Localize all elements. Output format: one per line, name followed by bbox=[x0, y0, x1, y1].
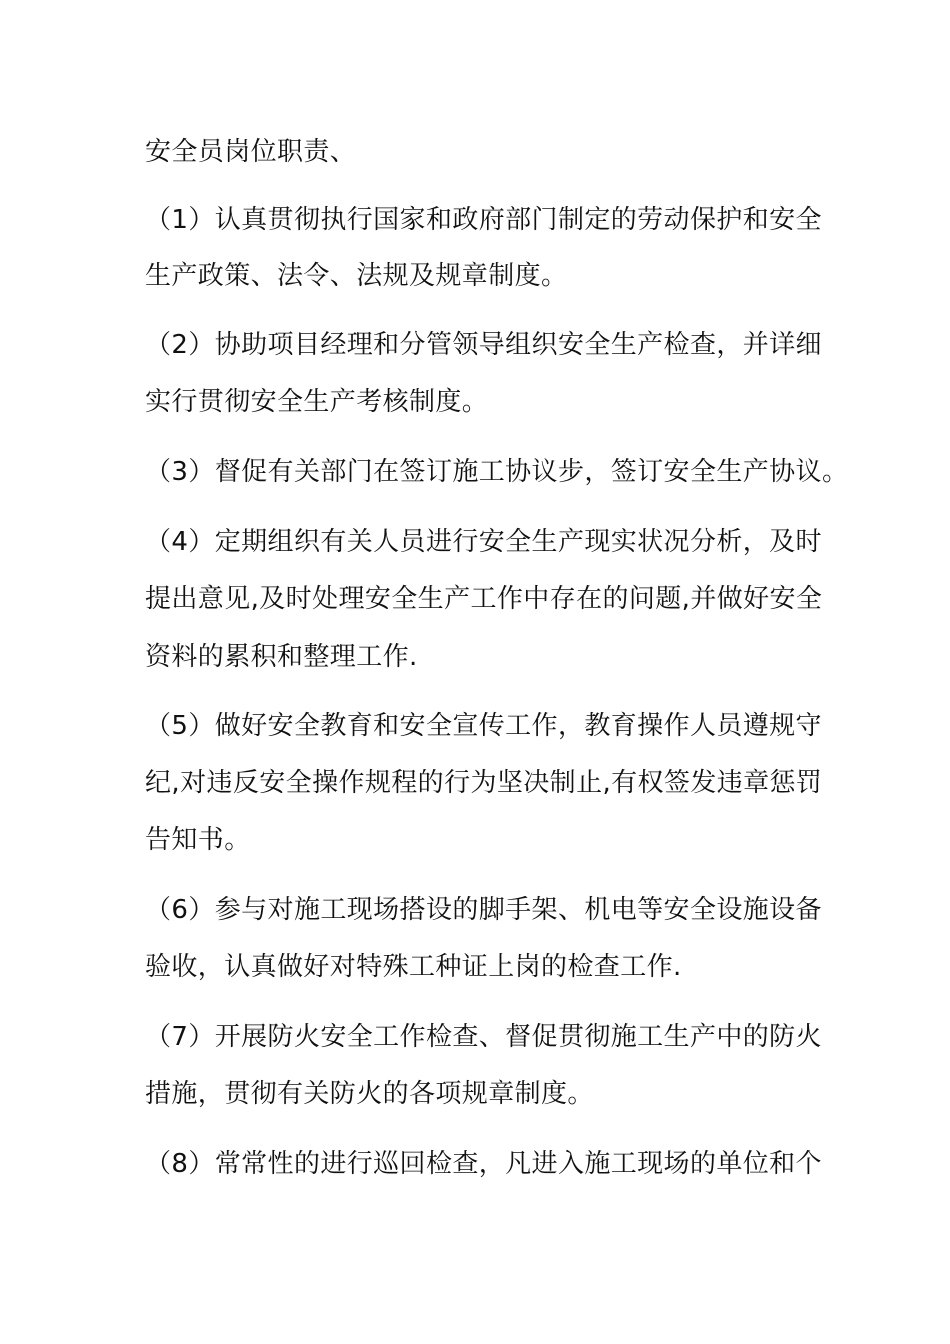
paragraph-5-line-2: 纪,对违反安全操作规程的行为坚决制止,有权签发违章惩罚 bbox=[145, 768, 823, 798]
paragraph-7-line-1: （7）开展防火安全工作检查、督促贯彻施工生产中的防火 bbox=[145, 1022, 822, 1052]
paragraph-4-line-1: （4）定期组织有关人员进行安全生产现实状况分析，及时 bbox=[145, 527, 822, 557]
paragraph-8-line-1: （8）常常性的进行巡回检查，凡进入施工现场的单位和个 bbox=[145, 1149, 822, 1179]
paragraph-5-line-3: 告知书。 bbox=[145, 825, 251, 855]
paragraph-1-line-1: （1）认真贯彻执行国家和政府部门制定的劳动保护和安全 bbox=[145, 205, 822, 235]
paragraph-2-line-2: 实行贯彻安全生产考核制度。 bbox=[145, 387, 489, 417]
paragraph-7-line-2: 措施，贯彻有关防火的各项规章制度。 bbox=[145, 1079, 594, 1109]
paragraph-4-line-3: 资料的累积和整理工作. bbox=[145, 642, 418, 672]
paragraph-2-line-1: （2）协助项目经理和分管领导组织安全生产检查，并详细 bbox=[145, 330, 822, 360]
paragraph-6-line-2: 验收，认真做好对特殊工种证上岗的检查工作. bbox=[145, 952, 682, 982]
paragraph-6-line-1: （6）参与对施工现场搭设的脚手架、机电等安全设施设备 bbox=[145, 895, 822, 925]
paragraph-5-line-1: （5）做好安全教育和安全宣传工作，教育操作人员遵规守 bbox=[145, 711, 822, 741]
paragraph-3-line-1: （3）督促有关部门在签订施工协议步，签订安全生产协议。 bbox=[145, 457, 849, 487]
paragraph-4-line-2: 提出意见,及时处理安全生产工作中存在的问题,并做好安全 bbox=[145, 584, 823, 614]
paragraph-1-line-2: 生产政策、法令、法规及规章制度。 bbox=[145, 261, 568, 291]
document-title: 安全员岗位职责、 bbox=[145, 137, 357, 167]
